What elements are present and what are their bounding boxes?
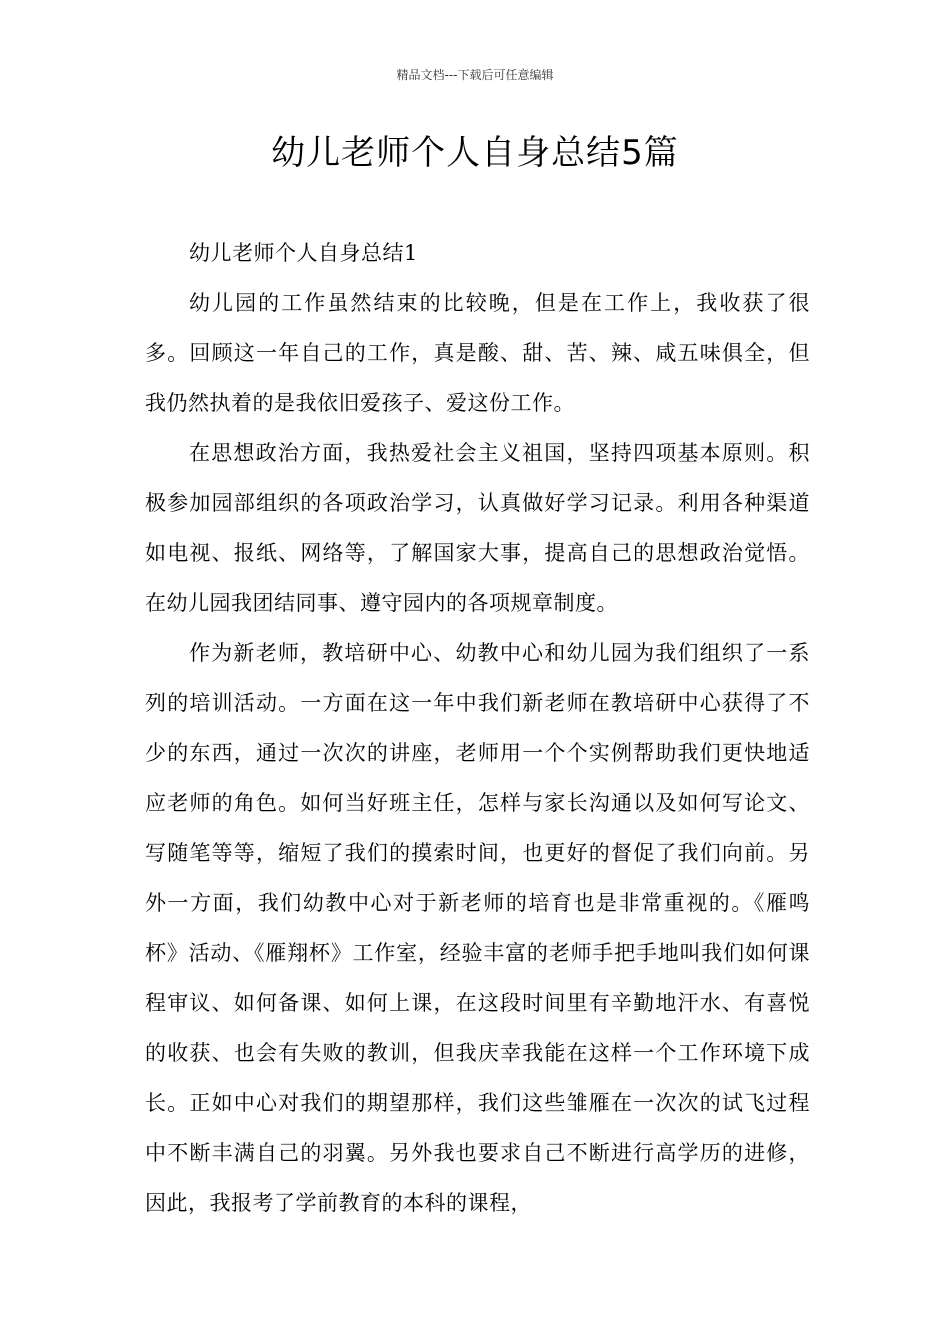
document-title: 幼儿老师个人自身总结5篇 bbox=[271, 133, 679, 173]
paragraph: 在思想政治方面，我热爱社会主义祖国，坚持四项基本原则。积极参加园部组织的各项政治学习，认真做好学习记录。利用各种渠道如电视、报纸、网络等，了解国家大事，提高自己的思想政治觉悟。在幼儿园我团结同事、遵守园内的各项规章制度。 bbox=[145, 441, 810, 615]
paragraph: 作为新老师，教培研中心、幼教中心和幼儿园为我们组织了一系列的培训活动。一方面在这一年中我们新老师在教培研中心获得了不少的东西，通过一次次的讲座，老师用一个个实例帮助我们更快地适应老师的角色。如何当好班主任，怎样与家长沟通以及如何写论文、写随笔等等，缩短了我们的摸索时间，也更好的督促了我们向前。另外一方面，我们幼教中心对于新老师的培育也是非常重视的。《雁鸣杯》活动、《雁翔杯》工作室，经验丰富的老师手把手地叫我们如何课程审议、如何备课、如何上课，在这段时间里有辛勤地汗水、有喜悦的收获、也会有失败的教训，但我庆幸我能在这样一个工作环境下成长。正如中心对我们的期望那样，我们这些雏雁在一次次的试飞过程中不断丰满自己的羽翼。另外我也要求自己不断进行高学历的进修，因此，我报考了学前教育的本科的课程， bbox=[145, 641, 810, 1215]
paragraph: 幼儿园的工作虽然结束的比较晚，但是在工作上，我收获了很多。回顾这一年自己的工作，真是酸、甜、苦、辣、咸五味俱全，但我仍然执着的是我依旧爱孩子、爱这份工作。 bbox=[145, 291, 810, 415]
header-note: 精品文档---下载后可任意编辑 bbox=[396, 68, 554, 82]
section-heading: 幼儿老师个人自身总结1 bbox=[189, 241, 418, 265]
document-body bbox=[145, 228, 810, 1228]
